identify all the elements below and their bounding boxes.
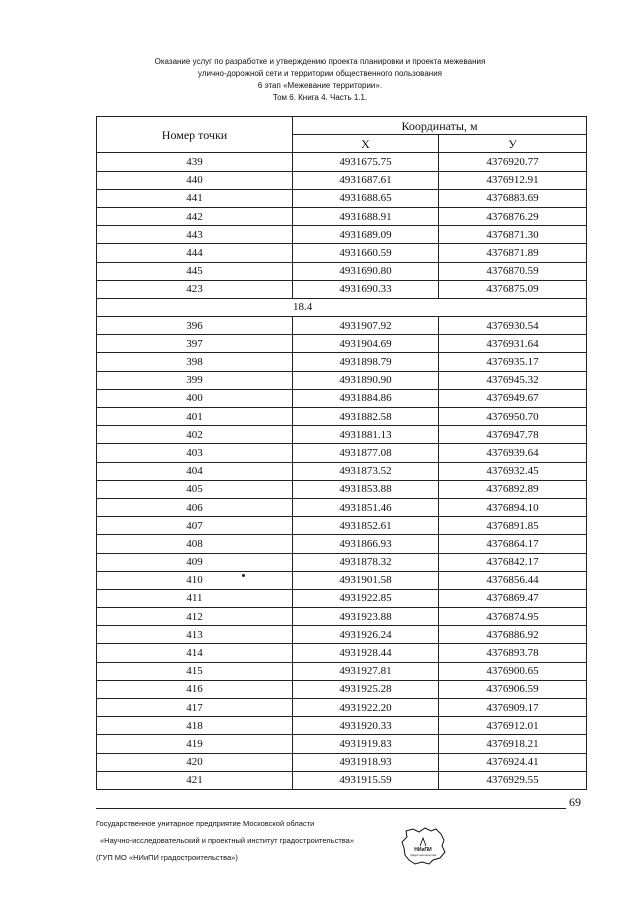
- point-number-cell: 396: [97, 317, 293, 335]
- y-coordinate-cell: 4376924.41: [439, 753, 587, 771]
- x-coordinate-cell: 4931689.09: [293, 226, 439, 244]
- point-number-cell: 439: [97, 153, 293, 171]
- table-row: [97, 207, 587, 225]
- x-coordinate-cell: 4931890.90: [293, 371, 439, 389]
- table-row: [97, 662, 587, 680]
- column-header-coordinates: Координаты, м: [293, 117, 587, 135]
- y-coordinate-cell: 4376875.09: [439, 280, 587, 298]
- x-coordinate-cell: 4931690.33: [293, 280, 439, 298]
- table-row: [97, 408, 587, 426]
- x-coordinate-cell: 4931901.58: [293, 571, 439, 589]
- point-number-cell: 418: [97, 717, 293, 735]
- x-coordinate-cell: 4931918.93: [293, 753, 439, 771]
- y-coordinate-cell: 4376949.67: [439, 389, 587, 407]
- x-coordinate-cell: 4931926.24: [293, 626, 439, 644]
- x-coordinate-cell: 4931898.79: [293, 353, 439, 371]
- y-coordinate-cell: 4376947.78: [439, 426, 587, 444]
- y-coordinate-cell: 4376939.64: [439, 444, 587, 462]
- y-coordinate-cell: 4376932.45: [439, 462, 587, 480]
- footer-line-3: (ГУП МО «НИиПИ градостроительства»): [96, 853, 238, 862]
- x-coordinate-cell: 4931922.85: [293, 589, 439, 607]
- point-number-cell: 445: [97, 262, 293, 280]
- point-number-cell: 402: [97, 426, 293, 444]
- logo-text-2: градостроительства: [409, 853, 437, 857]
- y-coordinate-cell: 4376871.89: [439, 244, 587, 262]
- point-number-cell: 442: [97, 207, 293, 225]
- x-coordinate-cell: 4931919.83: [293, 735, 439, 753]
- x-coordinate-cell: 4931884.86: [293, 389, 439, 407]
- y-coordinate-cell: 4376900.65: [439, 662, 587, 680]
- table-row: [97, 153, 587, 171]
- table-row: [97, 498, 587, 516]
- point-number-cell: 441: [97, 189, 293, 207]
- point-number-cell: 397: [97, 335, 293, 353]
- table-row: [97, 189, 587, 207]
- table-row: [97, 462, 587, 480]
- section-label: 18.4: [293, 301, 313, 314]
- y-coordinate-cell: 4376869.47: [439, 589, 587, 607]
- x-coordinate-cell: 4931928.44: [293, 644, 439, 662]
- y-coordinate-cell: 4376931.64: [439, 335, 587, 353]
- point-number-cell: 443: [97, 226, 293, 244]
- point-number-cell: 404: [97, 462, 293, 480]
- table-row: [97, 717, 587, 735]
- x-coordinate-cell: 4931927.81: [293, 662, 439, 680]
- y-coordinate-cell: 4376906.59: [439, 680, 587, 698]
- y-coordinate-cell: 4376920.77: [439, 153, 587, 171]
- table-section: [97, 298, 587, 316]
- x-coordinate-cell: 4931852.61: [293, 517, 439, 535]
- table-body-a: [97, 153, 587, 299]
- table-row: [97, 699, 587, 717]
- header-line-3: 6 этап «Межевание территории».: [257, 81, 383, 90]
- point-number-cell: 440: [97, 171, 293, 189]
- x-coordinate-cell: 4931866.93: [293, 535, 439, 553]
- table-row: [97, 517, 587, 535]
- point-number-cell: 398: [97, 353, 293, 371]
- point-number-cell: 403: [97, 444, 293, 462]
- point-number-cell: 411: [97, 589, 293, 607]
- moscow-region-logo-icon: [398, 826, 448, 866]
- table-row: [97, 226, 587, 244]
- stray-mark: [242, 574, 245, 577]
- table-row: [97, 571, 587, 589]
- y-coordinate-cell: 4376856.44: [439, 571, 587, 589]
- coordinates-table: [96, 116, 587, 790]
- point-number-cell: 417: [97, 699, 293, 717]
- table-row: [97, 644, 587, 662]
- table-row: [97, 753, 587, 771]
- footer: [96, 815, 426, 866]
- y-coordinate-cell: 4376893.78: [439, 644, 587, 662]
- y-coordinate-cell: 4376912.01: [439, 717, 587, 735]
- point-number-cell: 419: [97, 735, 293, 753]
- y-coordinate-cell: 4376891.85: [439, 517, 587, 535]
- x-coordinate-cell: 4931925.28: [293, 680, 439, 698]
- y-coordinate-cell: 4376935.17: [439, 353, 587, 371]
- table-row: [97, 426, 587, 444]
- point-number-cell: 406: [97, 498, 293, 516]
- logo-text-1: НИиПИ: [414, 847, 432, 853]
- table-row: [97, 244, 587, 262]
- x-coordinate-cell: 4931923.88: [293, 608, 439, 626]
- x-coordinate-cell: 4931915.59: [293, 771, 439, 789]
- x-coordinate-cell: 4931904.69: [293, 335, 439, 353]
- y-coordinate-cell: 4376930.54: [439, 317, 587, 335]
- x-coordinate-cell: 4931690.80: [293, 262, 439, 280]
- table-row: [97, 317, 587, 335]
- table-row: [97, 444, 587, 462]
- point-number-cell: 421: [97, 771, 293, 789]
- y-coordinate-cell: 4376929.55: [439, 771, 587, 789]
- x-coordinate-cell: 4931853.88: [293, 480, 439, 498]
- y-coordinate-cell: 4376870.59: [439, 262, 587, 280]
- x-coordinate-cell: 4931881.13: [293, 426, 439, 444]
- point-number-cell: 413: [97, 626, 293, 644]
- x-coordinate-cell: 4931688.65: [293, 189, 439, 207]
- y-coordinate-cell: 4376864.17: [439, 535, 587, 553]
- y-coordinate-cell: 4376883.69: [439, 189, 587, 207]
- point-number-cell: 408: [97, 535, 293, 553]
- point-number-cell: 407: [97, 517, 293, 535]
- table-row: [97, 589, 587, 607]
- page-number: 69: [569, 795, 581, 809]
- column-header-point: Номер точки: [97, 117, 293, 153]
- x-coordinate-cell: 4931878.32: [293, 553, 439, 571]
- x-coordinate-cell: 4931660.59: [293, 244, 439, 262]
- x-coordinate-cell: 4931920.33: [293, 717, 439, 735]
- y-coordinate-cell: 4376876.29: [439, 207, 587, 225]
- table-row: [97, 535, 587, 553]
- point-number-cell: 410: [97, 571, 293, 589]
- x-coordinate-cell: 4931851.46: [293, 498, 439, 516]
- x-coordinate-cell: 4931922.20: [293, 699, 439, 717]
- point-number-cell: 409: [97, 553, 293, 571]
- point-number-cell: 423: [97, 280, 293, 298]
- point-number-cell: 444: [97, 244, 293, 262]
- x-coordinate-cell: 4931882.58: [293, 408, 439, 426]
- table-row: [97, 353, 587, 371]
- table-row: [97, 262, 587, 280]
- point-number-cell: 400: [97, 389, 293, 407]
- y-coordinate-cell: 4376842.17: [439, 553, 587, 571]
- table-row: [97, 553, 587, 571]
- section-row: [97, 298, 587, 316]
- footer-line-2: «Научно-исследовательский и проектный институт градостроительства»: [100, 836, 354, 845]
- y-coordinate-cell: 4376886.92: [439, 626, 587, 644]
- table-row: [97, 480, 587, 498]
- point-number-cell: 415: [97, 662, 293, 680]
- y-coordinate-cell: 4376894.10: [439, 498, 587, 516]
- column-header-y: У: [439, 135, 587, 153]
- y-coordinate-cell: 4376871.30: [439, 226, 587, 244]
- y-coordinate-cell: 4376874.95: [439, 608, 587, 626]
- y-coordinate-cell: 4376909.17: [439, 699, 587, 717]
- header-line-4: Том 6. Книга 4. Часть 1.1.: [272, 93, 368, 102]
- section-cell: [97, 298, 587, 316]
- y-coordinate-cell: 4376950.70: [439, 408, 587, 426]
- point-number-cell: 401: [97, 408, 293, 426]
- document-header: [110, 56, 530, 104]
- point-number-cell: 405: [97, 480, 293, 498]
- header-line-2: улично-дорожной сети и территории общественного пользования: [198, 69, 442, 78]
- header-line-1: Оказание услуг по разработке и утверждению проекта планировки и проекта межевания: [154, 57, 486, 66]
- table-body-b: [97, 317, 587, 790]
- y-coordinate-cell: 4376892.89: [439, 480, 587, 498]
- footer-divider: [96, 808, 566, 809]
- table-row: [97, 335, 587, 353]
- x-coordinate-cell: 4931688.91: [293, 207, 439, 225]
- x-coordinate-cell: 4931687.61: [293, 171, 439, 189]
- table-row: [97, 280, 587, 298]
- column-header-x: X: [293, 135, 439, 153]
- point-number-cell: 420: [97, 753, 293, 771]
- table-row: [97, 371, 587, 389]
- y-coordinate-cell: 4376918.21: [439, 735, 587, 753]
- table-row: [97, 626, 587, 644]
- x-coordinate-cell: 4931907.92: [293, 317, 439, 335]
- x-coordinate-cell: 4931675.75: [293, 153, 439, 171]
- table-row: [97, 735, 587, 753]
- point-number-cell: 412: [97, 608, 293, 626]
- point-number-cell: 416: [97, 680, 293, 698]
- institute-logo: [398, 826, 448, 866]
- x-coordinate-cell: 4931877.08: [293, 444, 439, 462]
- x-coordinate-cell: 4931873.52: [293, 462, 439, 480]
- table-row: [97, 608, 587, 626]
- table-row: [97, 771, 587, 789]
- table-row: [97, 680, 587, 698]
- y-coordinate-cell: 4376945.32: [439, 371, 587, 389]
- point-number-cell: 414: [97, 644, 293, 662]
- table-row: [97, 171, 587, 189]
- y-coordinate-cell: 4376912.91: [439, 171, 587, 189]
- point-number-cell: 399: [97, 371, 293, 389]
- footer-line-1: Государственное унитарное предприятие Московской области: [96, 819, 315, 828]
- table-row: [97, 389, 587, 407]
